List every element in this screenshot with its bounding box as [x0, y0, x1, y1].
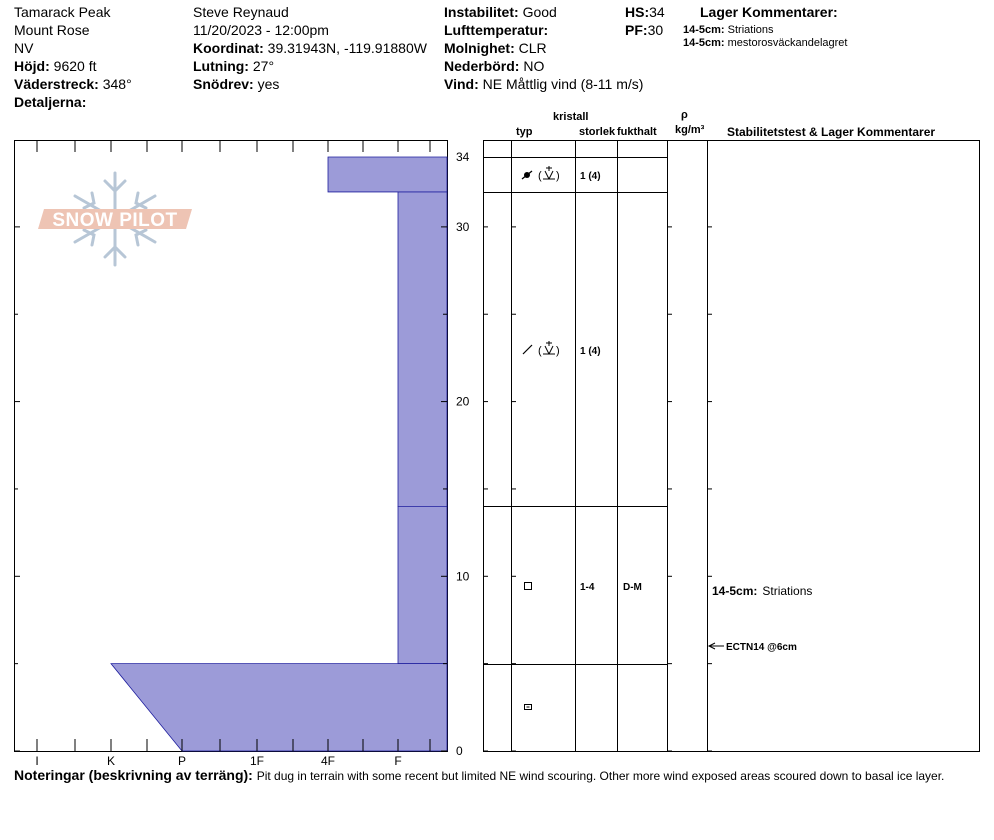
notes-label: Noteringar (beskrivning av terräng):: [14, 767, 253, 783]
layer-1-size: 1 (4): [580, 171, 601, 182]
logo-text: SNOW PILOT: [52, 210, 178, 231]
instability-value: Good: [522, 4, 557, 20]
notes-row: [14, 767, 944, 784]
layer-2-crystal-icon: [523, 341, 560, 357]
hardness-axis-labels: [35, 754, 401, 768]
hardness-layers: [111, 157, 447, 751]
slope-label: Lutning:: [193, 58, 249, 74]
hardness-label-1F: 1F: [249, 754, 265, 768]
depth-label-20: 20: [456, 394, 470, 409]
wind-loading-label: Snödrev:: [193, 76, 254, 92]
coordinate-value: 39.31943N, -119.91880W: [267, 40, 427, 56]
stability-comment: [712, 584, 812, 598]
hs-value: 34: [649, 4, 665, 20]
layer-3-crystal-icon: [525, 583, 532, 590]
elevation-value: 9620 ft: [53, 58, 97, 74]
aspect-value: 348°: [102, 76, 132, 92]
ect-test-marker: [709, 642, 797, 653]
aspect-label: Väderstreck:: [14, 76, 99, 92]
hardness-layer-1: [328, 157, 447, 192]
hardness-label-K: K: [106, 754, 116, 768]
layer-3-moisture: D-M: [623, 582, 642, 593]
wind-loading-value: yes: [257, 76, 280, 92]
depth-axis-labels: [456, 150, 470, 758]
layer-4-crystal-icon: [525, 705, 532, 710]
stability-header: Stabilitetstest & Lager Kommentarer: [727, 125, 936, 139]
layer-1-crystal-icon: [522, 166, 560, 182]
observer-name: Steve Reynaud: [193, 4, 289, 20]
hardness-label-F: F: [394, 754, 402, 768]
layer-comment-1-text: Striations: [727, 24, 774, 36]
precip-value: NO: [523, 58, 545, 74]
pf-label: PF:: [625, 22, 648, 38]
hardness-label-I: I: [35, 754, 39, 768]
wind-label: Vind:: [444, 76, 479, 92]
rho-header: ρ: [681, 109, 688, 121]
density-unit-header: kg/m³: [675, 124, 705, 136]
layer-2-size: 1 (4): [580, 346, 601, 357]
location-name: Tamarack Peak: [14, 4, 111, 20]
coordinate-label: Koordinat:: [193, 40, 264, 56]
slope-value: 27°: [252, 58, 275, 74]
layer-comment-2-text: mestorosväckandelagret: [727, 37, 848, 49]
type-header: typ: [516, 126, 533, 138]
layer-3-size: 1-4: [580, 582, 595, 593]
instability-label: Instabilitet:: [444, 4, 519, 20]
depth-label-34: 34: [456, 150, 470, 164]
wind-value: NE Måttlig vind (8-11 m/s): [482, 76, 644, 92]
stability-comment-depth: 14-5cm:: [712, 584, 758, 598]
hardness-graph-frame: [15, 141, 448, 752]
moisture-header: fukthalt: [617, 126, 657, 138]
crystal-header: kristall: [553, 111, 589, 123]
hardness-label-4F: 4F: [320, 754, 336, 768]
elevation-label: Höjd:: [14, 58, 50, 74]
depth-label-10: 10: [456, 569, 470, 584]
svg-text:(: (: [538, 345, 542, 357]
snow-pilot-logo: [38, 173, 192, 265]
layer-comment-2-depth: 14-5cm:: [683, 37, 725, 49]
svg-text:): ): [556, 345, 560, 357]
layer-table-frame: [484, 141, 980, 752]
layer-comment-1-depth: 14-5cm:: [683, 24, 725, 36]
stability-comment-text: Striations: [762, 584, 813, 598]
pf-value: 30: [647, 22, 664, 38]
depth-label-30: 30: [456, 219, 470, 234]
precip-label: Nederbörd:: [444, 58, 520, 74]
sky-label: Molnighet:: [444, 40, 515, 56]
hardness-label-P: P: [177, 754, 187, 768]
air-temp-label: Lufttemperatur:: [444, 22, 549, 38]
layer-table: [483, 140, 980, 752]
hardness-layer-2: [398, 192, 447, 506]
layer-comments-title: Lager Kommentarer:: [700, 4, 838, 20]
notes-text: Pit dug in terrain with some recent but limited NE wind scouring. Other more wind exposed areas scoured down to basal ice layer.: [256, 769, 945, 783]
ect-test-result: ECTN14 @6cm: [726, 642, 797, 653]
hardness-layer-3: [398, 506, 447, 663]
size-header: storlek: [579, 126, 616, 138]
details-label: Detaljerna:: [14, 94, 87, 110]
table-depth-ticks: [483, 227, 712, 751]
observation-datetime: 11/20/2023 - 12:00pm: [193, 22, 329, 38]
svg-text:): ): [556, 170, 560, 182]
state-name: NV: [14, 40, 34, 56]
hardness-graph: [15, 141, 448, 752]
hardness-axis-ticks: [14, 140, 447, 751]
hardness-layer-4: [111, 664, 447, 751]
depth-label-0: 0: [456, 744, 463, 758]
range-name: Mount Rose: [14, 22, 90, 38]
sky-value: CLR: [518, 40, 547, 56]
svg-text:(: (: [538, 170, 542, 182]
hs-label: HS:: [625, 4, 650, 20]
